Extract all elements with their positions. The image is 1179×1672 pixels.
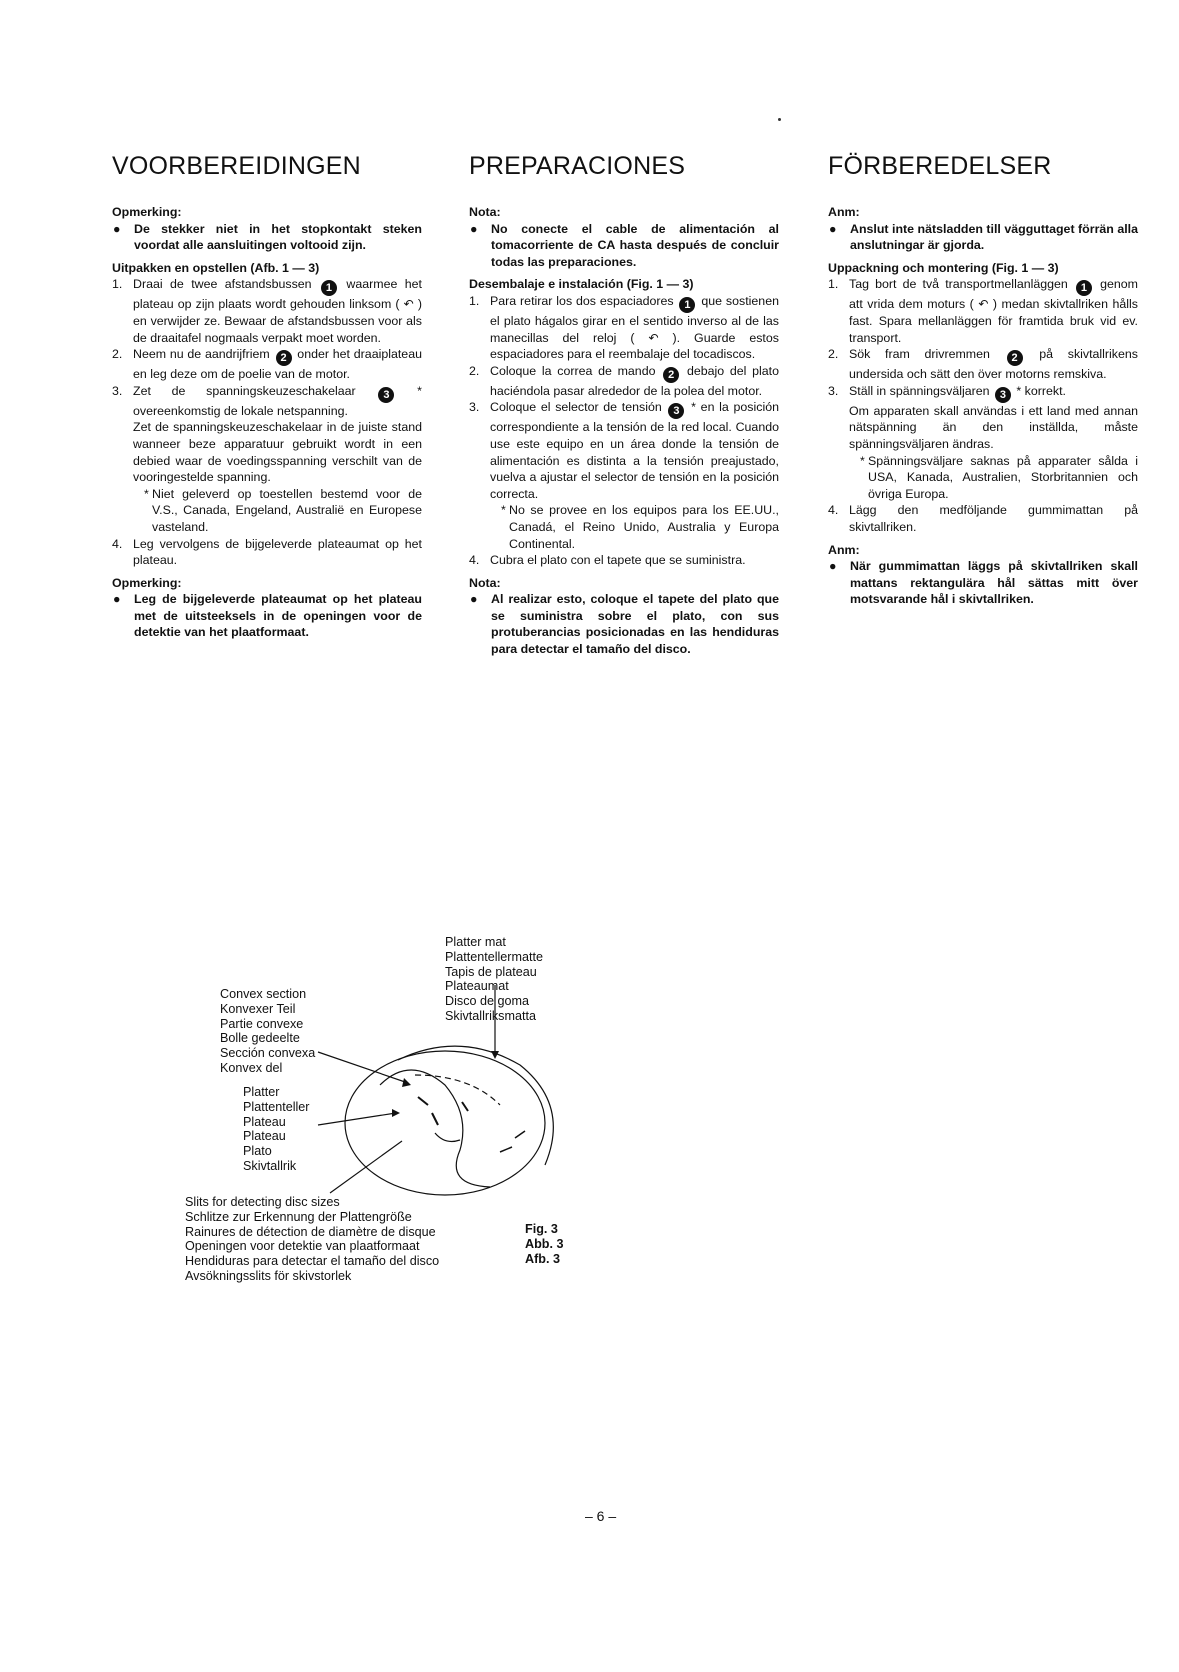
counterclockwise-arrow-icon: ↶: [648, 330, 659, 345]
note-bullet: [469, 221, 779, 271]
label-platter: Platter Plattenteller Plateau Plateau Plato Skivtallrik: [243, 1085, 310, 1173]
bullet-icon: ●: [113, 221, 121, 236]
note-bullet: [112, 221, 422, 254]
label-platter-mat: Platter mat Plattentellermatte Tapis de plateau Plateaumat Disco de goma Skivtallriksmatta: [445, 935, 544, 1023]
note2-bullet: [828, 558, 1138, 608]
figure-3: [170, 935, 790, 1295]
note2-bullet: [112, 591, 422, 641]
leader-line-convex: [318, 1052, 408, 1083]
mat-edge: [398, 1046, 553, 1165]
step-2: 2. Sök fram drivremmen 2 på skivtallrikens undersida och sätt den över motorns remskiva.: [828, 347, 1138, 382]
note2-text: Al realizar esto, coloque el tapete del plato que se suministra sobre el plato, con sus protuberancias posicionadas en las hendiduras para detectar el tamaño del disco.: [491, 592, 779, 657]
note-text: Anslut inte nätsladden till vägguttaget förrän alla anslutningar är gjorda.: [850, 221, 1138, 253]
counterclockwise-arrow-icon: ↶: [978, 297, 989, 312]
unpack-heading: Uppackning och montering (Fig. 1 — 3): [828, 260, 1059, 275]
label-convex-section: Convex section Konvexer Teil Partie convexe Bolle gedeelte Sección convexa Konvex del: [220, 987, 316, 1075]
note-label: Anm:: [828, 205, 860, 219]
label-slits: Slits for detecting disc sizes Schlitze zur Erkennung der Plattengröße Rainures de détection de diamètre de disque Openingen voor detektie van plaatformaat Hendiduras para detectar el tamaño del disco Avsökningsslits för skivstorlek: [185, 1195, 440, 1283]
platter-shape: [345, 1051, 545, 1195]
unpack-heading: Desembalaje e instalación (Fig. 1 — 3): [469, 277, 694, 292]
note-label: Opmerking:: [112, 205, 182, 219]
slit-mark: [432, 1113, 438, 1125]
note2-text: Leg de bijgeleverde plateaumat op het plateau met de uitsteeksels in de openingen voor de detektie van het plaatformaat.: [134, 592, 422, 640]
arrowhead-icon: [402, 1078, 411, 1087]
page-number: – 6 –: [585, 1508, 617, 1524]
leader-line-slits: [330, 1141, 402, 1193]
step-1: 1. Tag bort de två transportmellanläggen 1 genom att vrida dem moturs ( ↶ ) medan skivtallriken hålls fast. Spara mellanläggen för framtida bruk vid ev. transport.: [828, 277, 1138, 345]
slit-mark: [515, 1131, 525, 1138]
step-2: 2. Coloque la correa de mando 2 debajo del plato haciéndola pasar alrededor de la polea del motor.: [469, 363, 780, 398]
note2-label: Nota:: [469, 575, 501, 590]
steps-list: [828, 276, 1138, 535]
circled-number-1-icon: 1: [321, 280, 337, 296]
note2-text: När gummimattan läggs på skivtallriken skall mattans rektangulära hål sättas mitt över motsvarande hål i skivtallriken.: [850, 559, 1138, 607]
print-speck: [778, 118, 781, 121]
inner-ring: [415, 1075, 500, 1105]
mat-curve: [380, 1070, 490, 1187]
step-3: 3. Coloque el selector de tensión 3 * en la posición correspondiente a la tensión de la red local. Cuando use este equipo en un área donde la tensión de alimentación es distinta a la tensión preajustado, vuelva a ajustar el selector de tensión en la posición correcta. * No se provee en los equipos para los EE.UU., Canadá, el Reino Unido, Australia y Europa Continental.: [469, 400, 779, 551]
step-4: 4. Lägg den medföljande gummimattan på skivtallriken.: [828, 503, 1138, 534]
heading-preparaciones: PREPARACIONES: [469, 152, 686, 180]
step-3: 3. Ställ in spänningsväljaren 3 * korrekt. Om apparaten skall användas i ett land med annan nätspänning än den inställda, måste spänningsväljaren ändras. * Spänningsväljare saknas på apparater sålda i USA, Kanada, Australien, Storbritannien och övriga Europa.: [828, 383, 1138, 501]
step-1: 1. Draai de twee afstandsbussen 1 waarmee het plateau op zijn plaats wordt gehouden linksom ( ↶ ) en verwijder ze. Bewaar de afstandsbussen voor als de draaitafel nogmaals verpakt moet worden.: [112, 277, 422, 345]
leader-line-platter: [318, 1113, 396, 1125]
note2-label: Anm:: [828, 542, 860, 557]
heading-forberedelser: FÖRBEREDELSER: [828, 152, 1052, 180]
bullet-icon: ●: [470, 592, 478, 607]
circled-number-3-icon: 3: [378, 387, 394, 403]
column-spanish: [469, 152, 779, 658]
step-2: 2. Neem nu de aandrijfriem 2 onder het draaiplateau en leg deze om de poelie van de motor.: [112, 347, 422, 382]
step-4: 4. Cubra el plato con el tapete que se suministra.: [469, 553, 746, 568]
footnote: * No se provee en los equipos para los EE.UU., Canadá, el Reino Unido, Australia y Europa Continental.: [501, 503, 779, 551]
footnote: * Niet geleverd op toestellen bestemd voor de V.S., Canada, Engeland, Australië en Europese vasteland.: [144, 486, 422, 534]
bullet-icon: ●: [470, 221, 478, 236]
slit-mark: [418, 1097, 428, 1105]
arrowhead-icon: [491, 1051, 499, 1059]
note2-label: Opmerking:: [112, 575, 182, 590]
heading-voorbereidingen: VOORBEREIDINGEN: [112, 152, 361, 180]
asterisk-icon: *: [144, 486, 149, 501]
note-text: De stekker niet in het stopkontakt steken voordat alle aansluitingen voltooid zijn.: [134, 221, 422, 253]
slit-mark: [500, 1147, 512, 1152]
circled-number-2-icon: 2: [663, 367, 679, 383]
step-4: 4. Leg vervolgens de bijgeleverde plateaumat op het plateau.: [112, 536, 422, 568]
column-dutch: [112, 152, 422, 641]
unpack-heading: Uitpakken en opstellen (Afb. 1 — 3): [112, 260, 320, 275]
circled-number-3-icon: 3: [995, 387, 1011, 403]
step-3: 3. Zet de spanningskeuzeschakelaar 3 * overeenkomstig de lokale netspanning. Zet de spanningskeuzeschakelaar in de juiste stand wanneer beze apparatuur gebruikt wordt in een debied waar de voedingsspanning verschilt van de vooringestelde spanning. * Niet geleverd op toestellen bestemd voor de V.S., Canada, Engeland, Australië en Europese vasteland.: [112, 383, 422, 534]
note2-bullet: [469, 591, 779, 657]
arrowheads: [392, 1051, 499, 1117]
steps-list: [112, 276, 422, 568]
arrowhead-icon: [392, 1109, 400, 1117]
bullet-icon: ●: [113, 592, 121, 607]
circled-number-2-icon: 2: [276, 350, 292, 366]
bullet-icon: ●: [829, 221, 837, 236]
note-text: No conecte el cable de alimentación al tomacorriente de CA hasta después de concluir todas las preparaciones.: [491, 221, 779, 269]
note-label: Nota:: [469, 205, 501, 219]
slit-mark: [462, 1102, 468, 1111]
step-1: 1. Para retirar los dos espaciadores 1 que sostienen el plato hágalos girar en el sentido inverso al de las manecillas del reloj ( ↶ ). Guarde estos espaciadores para el reembalaje del tocadiscos.: [469, 293, 779, 362]
bullet-icon: ●: [829, 559, 837, 574]
figure-caption: Fig. 3 Abb. 3 Afb. 3: [525, 1222, 564, 1266]
steps-list: [469, 293, 779, 569]
circled-number-3-icon: 3: [668, 403, 684, 419]
convex-mark: [435, 1133, 460, 1141]
counterclockwise-arrow-icon: ↶: [403, 297, 414, 312]
circled-number-1-icon: 1: [679, 297, 695, 313]
note-bullet: [828, 221, 1138, 254]
footnote: * Spänningsväljare saknas på apparater sålda i USA, Kanada, Australien, Storbritannien och övriga Europa.: [860, 453, 1138, 501]
column-swedish: [828, 152, 1138, 608]
asterisk-icon: *: [860, 453, 865, 468]
asterisk-icon: *: [501, 503, 506, 518]
circled-number-1-icon: 1: [1076, 280, 1092, 296]
circled-number-2-icon: 2: [1007, 350, 1023, 366]
